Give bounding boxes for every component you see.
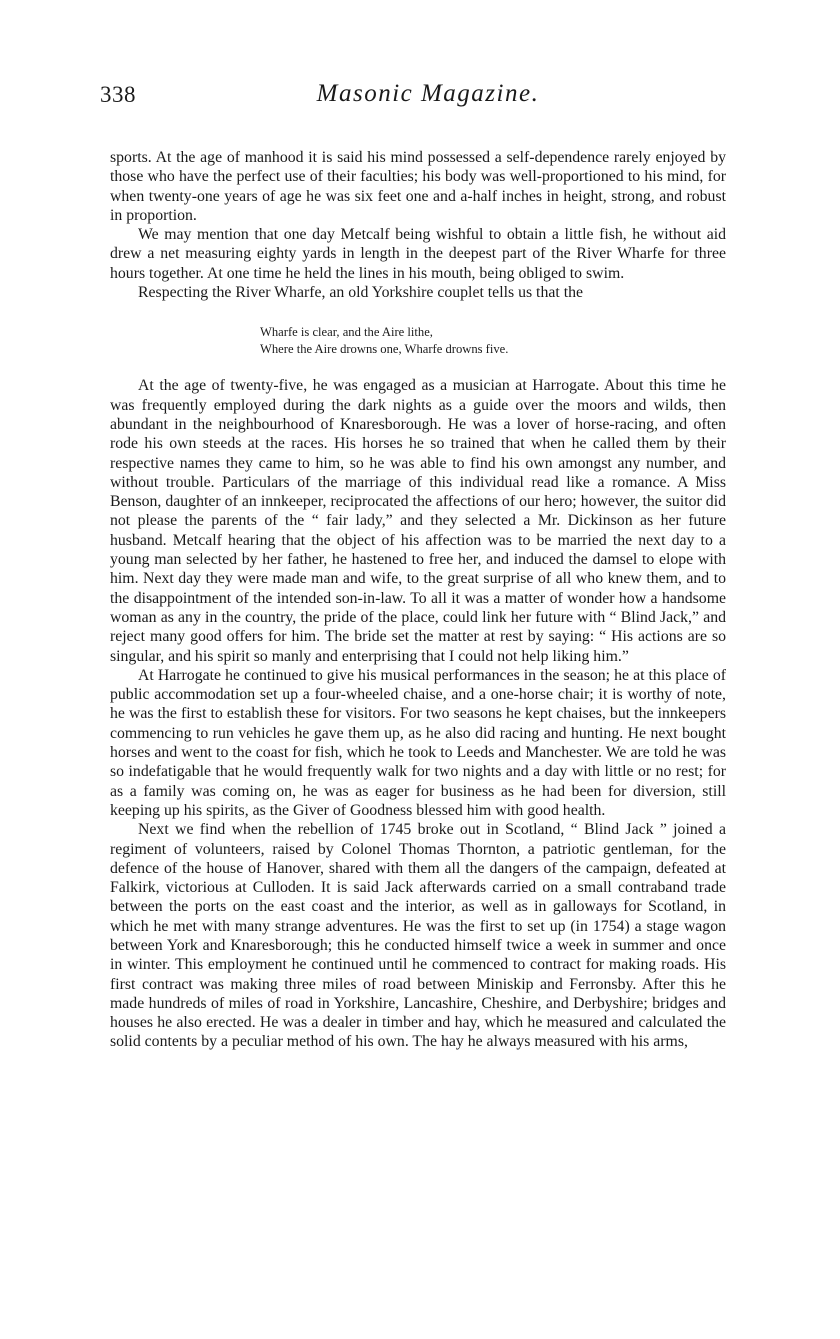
journal-title: Masonic Magazine. [316,80,540,107]
couplet-line-1: Wharfe is clear, and the Aire lithe, [260,325,433,340]
paragraph-harrogate-musician: At the age of twenty-five, he was engaged as a musician at Harrogate. About this time he was frequently employed during the dark nights as a guide over the moors and wilds, then abundant in the neighbourhood of Knaresborough. He was a lover of horse-racing, and often rode his own steeds at the races. His horses he so trained that when he called them by their respective names they came to him, so he was able to find his own amongst any number, and without trouble. Particulars of the marriage of this individual read like a romance. A Miss Benson, daughter of an innkeeper, reciprocated the affections of our hero; however, the suitor did not please the parents of the “ fair lady,” and they selected a Mr. Dickinson as her future husband. Metcalf hearing that the object of his affection was to be married the next day to a young man selected by her father, he hastened to free her, and induced the damsel to elope with him. Next day they were made man and wife, to the great surprise of all who knew them, and to the disappointment of the intended son-in-law. To all it was a matter of wonder how a handsome woman as any in the country, the pride of the place, could link her future with “ Blind Jack,” and reject many good offers for him. The bride set the matter at rest by saying: “ His actions are so singular, and his spirit so manly and enterprising that I could not help liking him.” [110,377,726,665]
paragraph-couplet-intro: Respecting the River Wharfe, an old Yorkshire couplet tells us that the [138,284,583,302]
paragraph-rebellion-roads: Next we find when the rebellion of 1745 broke out in Scotland, “ Blind Jack ” joined a regiment of volunteers, raised by Colonel Thomas Thornton, a patriotic gentleman, for the defence of the house of Hanover, shared with them all the dangers of the campaign, defeated at Falkirk, victorious at Culloden. It is said Jack afterwards carried on a small contraband trade between the ports on the east coast and the interior, as well as in galloways for Scotland, in which he met with many strange adventures. He was the first to set up (in 1754) a stage wagon between York and Knaresborough; this he conducted himself twice a week in summer and once in winter. This employment he continued until he commenced to contract for making roads. His first contract was making three miles of road between Miniskip and Ferronsby. After this he made hundreds of miles of road in Yorkshire, Lancashire, Cheshire, and Derbyshire; bridges and houses he also erected. He was a dealer in timber and hay, which he measured and calculated the solid contents by a peculiar method of his own. The hay he always measured with his arms, [110,821,726,1051]
article-body [110,148,726,1052]
yorkshire-couplet [260,324,726,358]
page-number: 338 [100,82,136,107]
paragraph-chaises: At Harrogate he continued to give his musical performances in the season; he at this place of public accommodation set up a four-wheeled chaise, and a one-horse chair; it is worthy of note, he was the first to establish these for visitors. For two seasons he kept chaises, but the innkeepers commencing to run vehicles he gave them up, as he also did racing and hunting. He next bought horses and went to the coast for fish, which he took to Leeds and Manchester. We are told he was so indefatigable that he would frequently walk for two nights and a day with little or no rest; for as a family was coming on, he was as eager for business as he had been for diversion, still keeping up his spirits, as the Giver of Goodness blessed him with good health. [110,666,726,819]
running-head [100,62,726,118]
document-page [100,62,726,1052]
couplet-line-2: Where the Aire drowns one, Wharfe drowns five. [260,342,509,357]
paragraph-sports: sports. At the age of manhood it is said his mind possessed a self-dependence rarely enjoyed by those who have the perfect use of their faculties; his body was well-proportioned to his mind, for when twenty-one years of age he was six feet one and a-half inches in height, strong, and robust in proportion. [110,149,726,224]
paragraph-fish: We may mention that one day Metcalf being wishful to obtain a little fish, he without aid drew a net measuring eighty yards in length in the deepest part of the River Wharfe for three hours together. At one time he held the lines in his mouth, being obliged to swim. [110,226,726,282]
